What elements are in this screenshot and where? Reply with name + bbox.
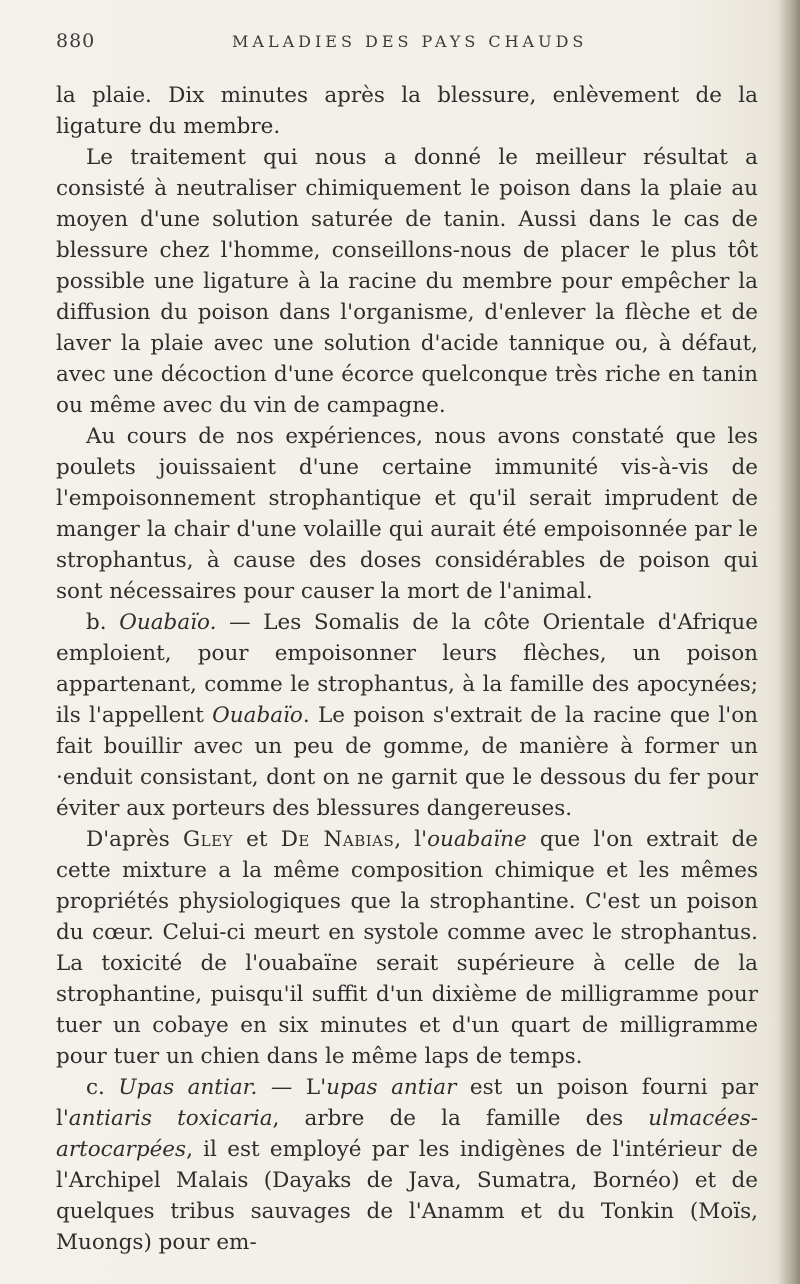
section-title: Upas antiar. — [118, 1075, 258, 1100]
section-title: Ouabaïo. — [119, 610, 217, 635]
author-name: Gley — [182, 827, 233, 852]
paragraph-text: , arbre de la famille des — [272, 1106, 649, 1131]
paragraph: Au cours de nos expériences, nous avons constaté que les poulets jouissaient d'une certaine immunité vis-à-vis de l'empoisonnement strophantique et qu'il serait imprudent de manger la chair d'une volaille qui aurait été empoisonnée par le strophantus, à cause des doses considérables de poison qui sont nécessaires pour causer la mort de l'animal. — [56, 424, 758, 604]
paragraph-ouabaine — [56, 824, 758, 1072]
paragraph-text: — Les Somalis de la côte Orientale d'Afrique emploient, pour empoisonner leurs flèches, un poison appartenant, comme le strophantus, à la famille des apocynées; ils l'appellent — [56, 610, 758, 728]
body-text — [56, 80, 758, 1258]
paragraph-text: , il est employé par les indigènes de l'intérieur de l'Archipel Malais (Dayaks de Java, Sumatra, Bornéo) et de quelques tribus sauvages de l'Anamm et du Tonkin (Moïs, Muongs) pour em- — [56, 1137, 758, 1255]
paragraph-text: , l' — [394, 827, 428, 852]
paragraph: la plaie. Dix minutes après la blessure, enlèvement de la ligature du membre. — [56, 83, 758, 139]
author-name: De Nabias — [280, 827, 395, 852]
paragraph-text: et — [232, 827, 281, 852]
page-edge-shadow — [778, 0, 800, 1284]
running-header — [56, 28, 756, 58]
paragraph-text: — L' — [257, 1075, 327, 1100]
emphasis: antiaris toxicaria — [68, 1106, 273, 1131]
section-label: c. — [86, 1075, 105, 1100]
paragraph-text: D'après — [86, 827, 183, 852]
emphasis: ouabaïne — [427, 827, 527, 852]
paragraph-text: . Le poison s'extrait de la racine que l'on fait bouillir avec un peu de gomme, de manière à former un ·enduit consistant, dont on ne garnit que le dessous du fer pour éviter aux porteurs des blessures dangereuses. — [56, 703, 758, 821]
emphasis: ulmacées-artocarpées — [56, 1106, 759, 1162]
paragraph-text: que l'on extrait de cette mixture a la même composition chimique et les mêmes propriétés physiologiques que la strophantine. C'est un poison du cœur. Celui-ci meurt en systole comme avec le strophantus. La toxicité de l'ouabaïne serait supérieure à celle de la strophantine, puisqu'il suffit d'un dixième de milligramme pour tuer un cobaye en six minutes et d'un quart de milligramme pour tuer un chien dans le même laps de temps. — [56, 827, 758, 1069]
running-title: MALADIES DES PAYS CHAUDS — [232, 32, 588, 51]
paragraph-ouabaio — [56, 607, 758, 824]
section-label: b. — [86, 610, 107, 635]
page-number: 880 — [56, 30, 96, 52]
emphasis: upas antiar — [326, 1075, 457, 1100]
paragraph: Le traitement qui nous a donné le meilleur résultat a consisté à neutraliser chimiquement le poison dans la plaie au moyen d'une solution saturée de tanin. Aussi dans le cas de blessure chez l'homme, conseillons-nous de placer le plus tôt possible une ligature à la racine du membre pour empêcher la diffusion du poison dans l'organisme, d'enlever la flèche et de laver la plaie avec une solution d'acide tannique ou, à défaut, avec une décoction d'une écorce quelconque très riche en tanin ou même avec du vin de campagne. — [56, 145, 758, 418]
emphasis: Ouabaïo — [212, 703, 303, 728]
paragraph-text: est un poison fourni par l' — [56, 1075, 758, 1131]
paragraph-upas-antiar — [56, 1072, 758, 1258]
